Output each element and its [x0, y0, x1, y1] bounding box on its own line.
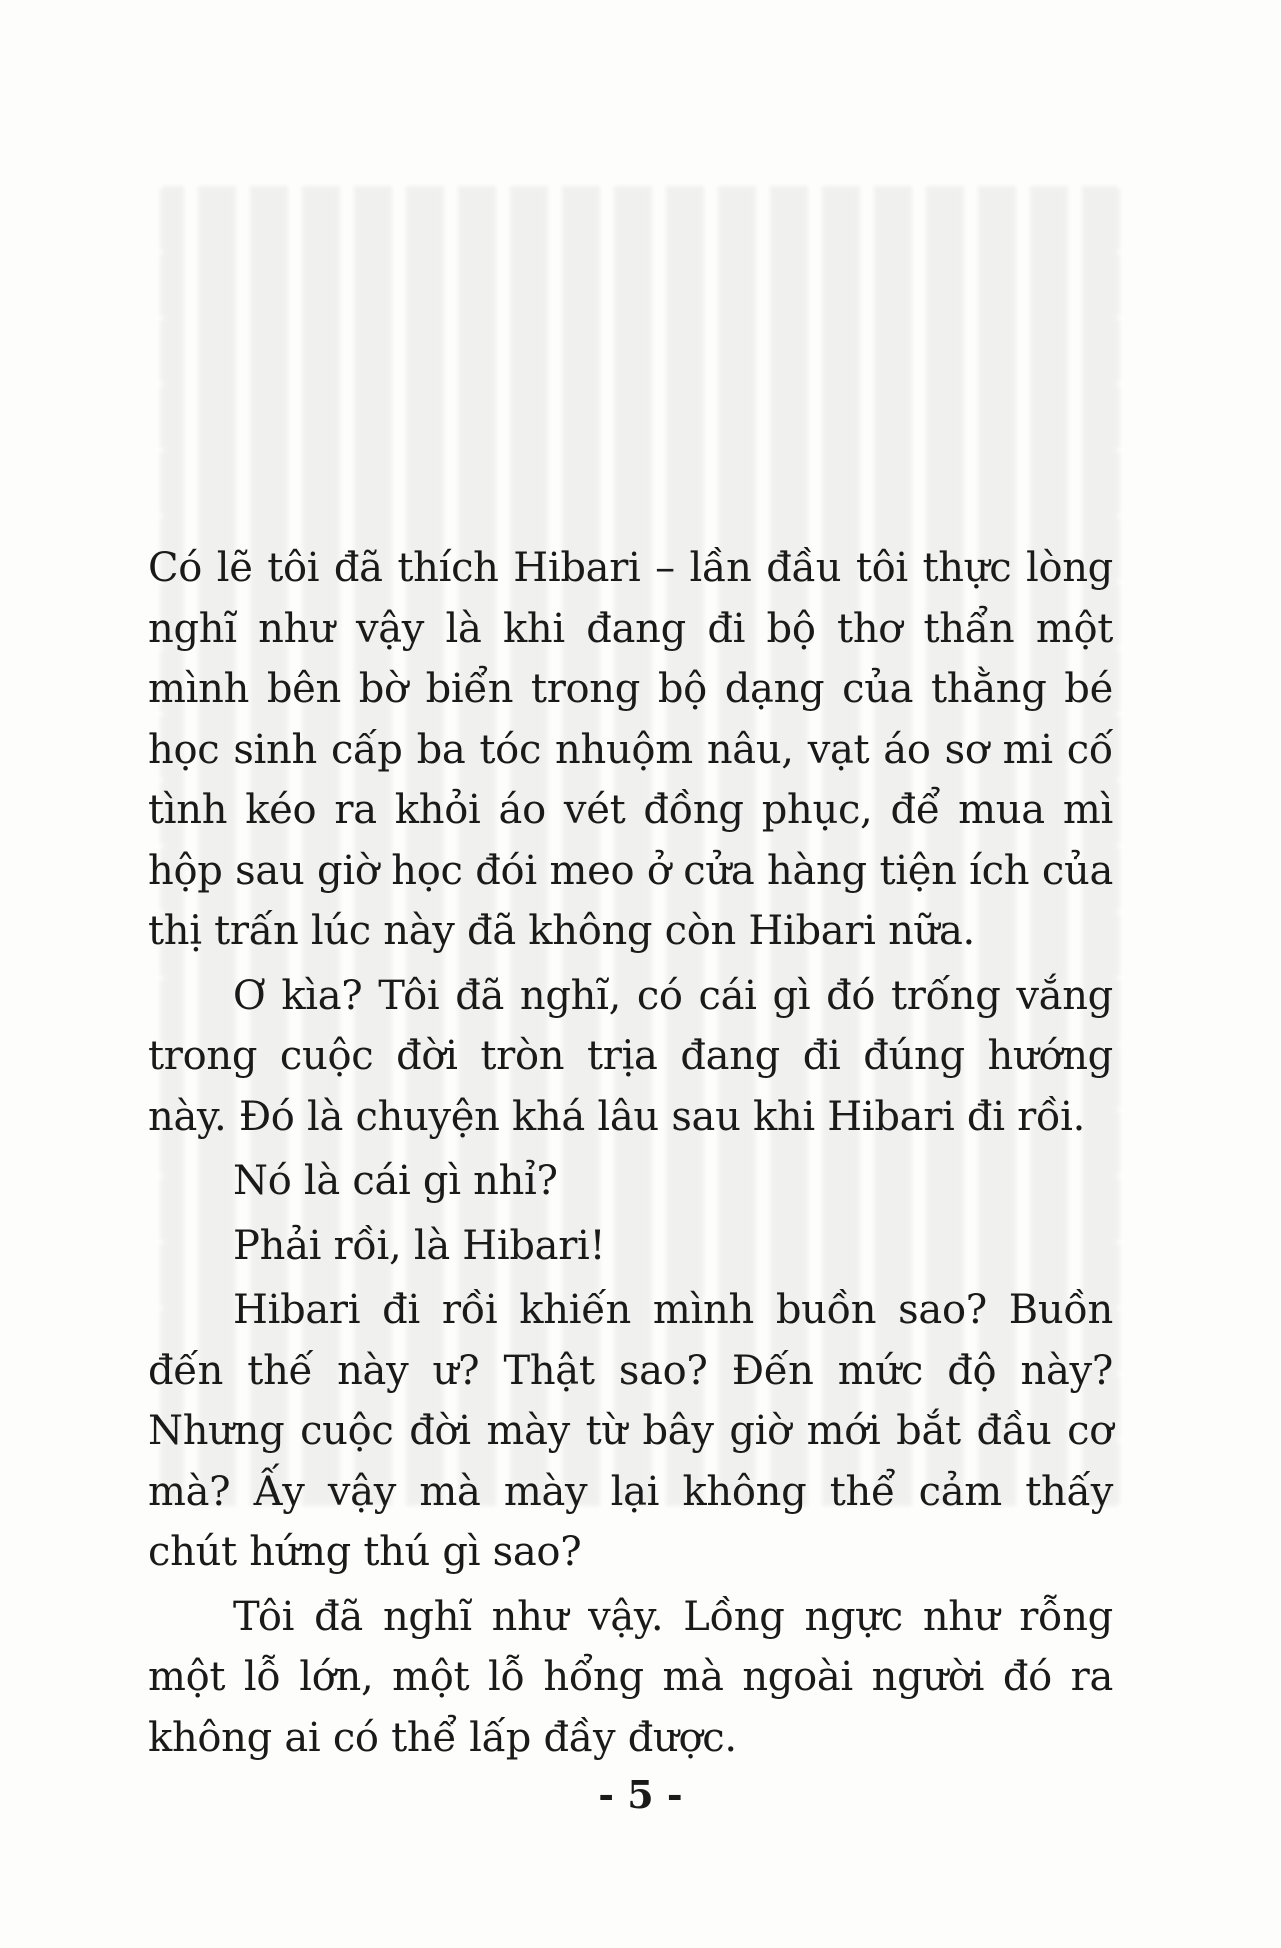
paragraph: Ơ kìa? Tôi đã nghĩ, có cái gì đó trống vắng trong cuộc đời tròn trịa đang đi đúng hướng này. Đó là chuyện khá lâu sau khi Hibari đi rồi. — [148, 972, 1113, 1140]
page-number: - 5 - — [598, 1772, 683, 1817]
paragraph: Có lẽ tôi đã thích Hibari – lần đầu tôi thực lòng nghĩ như vậy là khi đang đi bộ thơ thẩn một mình bên bờ biển trong bộ dạng của thằng bé học sinh cấp ba tóc nhuộm nâu, vạt áo sơ mi cố tình kéo ra khỏi áo vét đồng phục, để mua mì hộp sau giờ học đói meo ở cửa hàng tiện ích của thị trấn lúc này đã không còn Hibari nữa. — [148, 545, 1113, 954]
paragraph: Nó là cái gì nhỉ? — [233, 1158, 558, 1204]
body-text — [148, 538, 1113, 1772]
paragraph: Hibari đi rồi khiến mình buồn sao? Buồn đến thế này ư? Thật sao? Đến mức độ này? Nhưng cuộc đời mày từ bây giờ mới bắt đầu cơ mà? Ấy vậy mà mày lại không thể cảm thấy chút hứng thú gì sao? — [148, 1287, 1113, 1575]
paragraph: Tôi đã nghĩ như vậy. Lồng ngực như rỗng một lỗ lớn, một lỗ hổng mà ngoài người đó ra không ai có thể lấp đầy được. — [148, 1593, 1113, 1761]
paragraph: Phải rồi, là Hibari! — [233, 1222, 606, 1269]
